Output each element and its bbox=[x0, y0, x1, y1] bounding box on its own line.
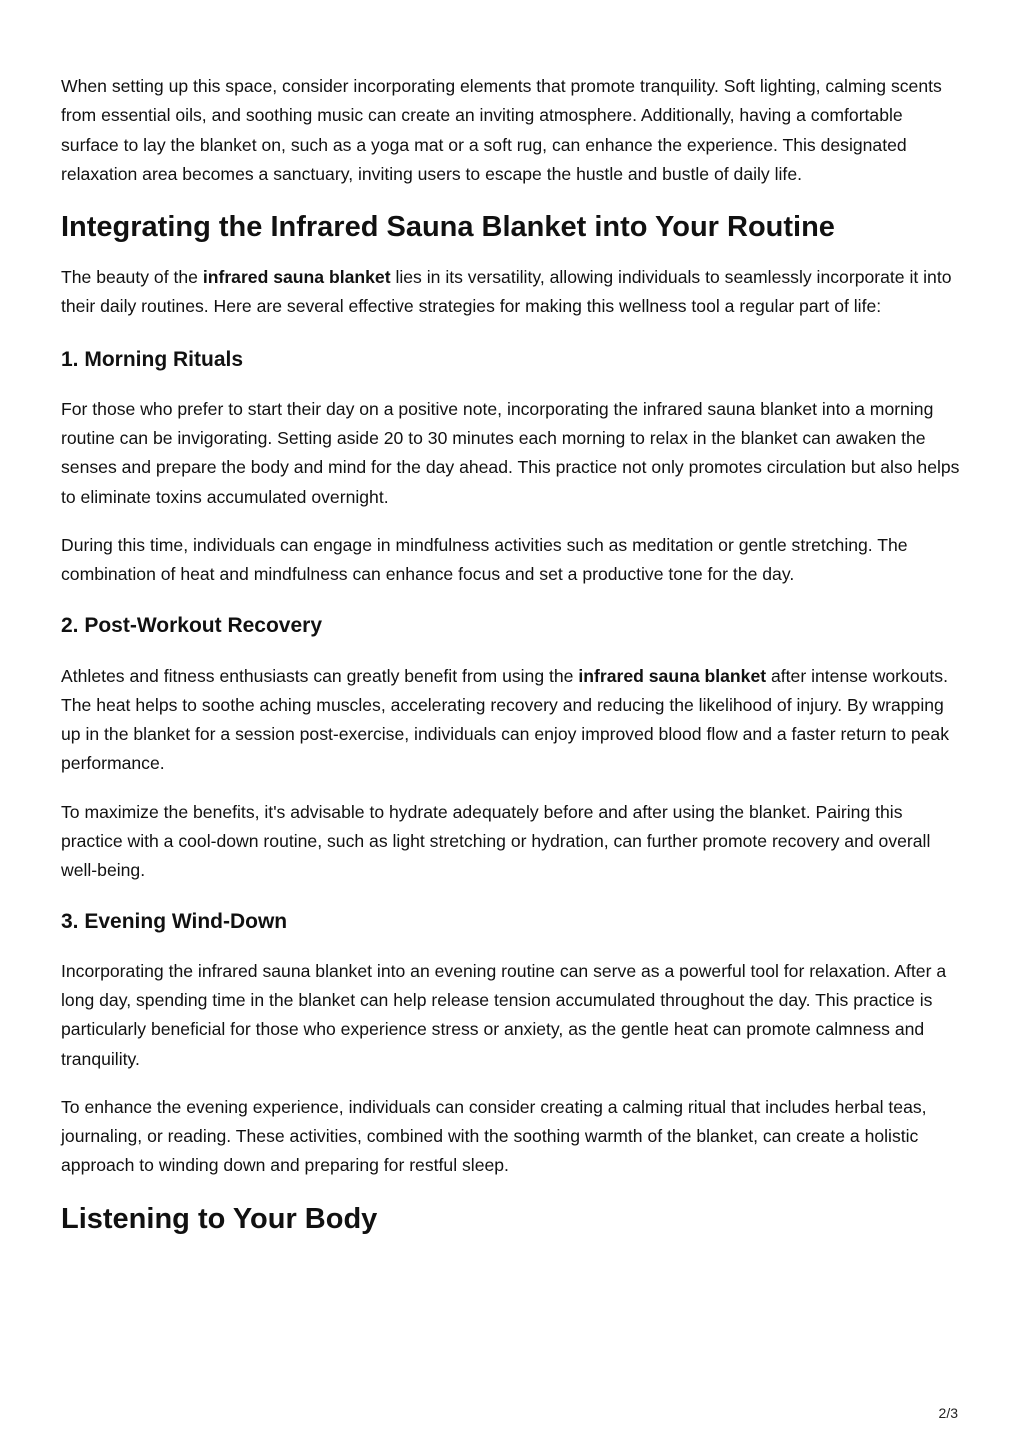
section-heading-listening: Listening to Your Body bbox=[61, 1202, 378, 1235]
evening-paragraph-1: Incorporating the infrared sauna blanket into an evening routine can serve as a powerful tool for relaxation. After a long day, spending time in the blanket can help release tension accumulated throughout the day. This practice is particularly beneficial for those who experience stress or anxiety, as the gentle heat can promote calmness and tranquility. bbox=[61, 960, 947, 1069]
subheading-evening-wind-down: 3. Evening Wind-Down bbox=[61, 909, 288, 933]
section-heading-integrating: Integrating the Infrared Sauna Blanket into Your Routine bbox=[61, 211, 835, 244]
post-workout-bold-keyword: infrared sauna blanket bbox=[578, 665, 767, 686]
integrating-bold-keyword: infrared sauna blanket bbox=[202, 267, 391, 288]
post-workout-paragraph-2: To maximize the benefits, it's advisable to hydrate adequately before and after using the blanket. Pairing this practice with a cool-down routine, such as light stretching or hydration, can further promote recovery and overall well-being. bbox=[61, 801, 931, 881]
page-number: 2/3 bbox=[938, 1405, 958, 1421]
document-page bbox=[61, 72, 961, 1237]
post-workout-paragraph-1 bbox=[61, 662, 961, 779]
post-workout-text-end: after intense workouts. The heat helps to soothe aching muscles, accelerating recovery and reducing the likelihood of injury. By wrapping up in the blanket for a session post-exercise, individuals can enjoy improved blood flow and a faster return to peak performance. bbox=[61, 665, 950, 774]
evening-paragraph-2: To enhance the evening experience, individuals can consider creating a calming ritual that includes herbal teas, journaling, or reading. These activities, combined with the soothing warmth of the blanket, can create a holistic approach to winding down and preparing for restful sleep. bbox=[61, 1096, 927, 1176]
integrating-text-end: lies in its versatility, allowing individuals to seamlessly incorporate it into their daily routines. Here are several effective strategies for making this wellness tool a regular part of life: bbox=[61, 267, 952, 317]
morning-paragraph-1: For those who prefer to start their day on a positive note, incorporating the infrared sauna blanket into a morning routine can be invigorating. Setting aside 20 to 30 minutes each morning to relax in the blanket can awaken the senses and prepare the body and mind for the day ahead. This practice not only promotes circulation but also helps to eliminate toxins accumulated overnight. bbox=[61, 398, 960, 507]
intro-paragraph: When setting up this space, consider incorporating elements that promote tranquility. Soft lighting, calming scents from essential oils, and soothing music can create an inviting atmosphere. Additionally, having a comfortable surface to lay the blanket on, such as a yoga mat or a soft rug, can enhance the experience. This designated relaxation area becomes a sanctuary, inviting users to escape the hustle and bustle of daily life. bbox=[61, 76, 942, 184]
post-workout-text-start: Athletes and fitness enthusiasts can greatly benefit from using the bbox=[61, 665, 579, 686]
subheading-post-workout: 2. Post-Workout Recovery bbox=[61, 613, 323, 637]
integrating-text-start: The beauty of the bbox=[61, 267, 203, 288]
integrating-paragraph bbox=[61, 263, 961, 322]
subheading-morning-rituals: 1. Morning Rituals bbox=[61, 347, 244, 371]
morning-paragraph-2: During this time, individuals can engage in mindfulness activities such as meditation or gentle stretching. The combination of heat and mindfulness can enhance focus and set a productive tone for the day. bbox=[61, 534, 908, 585]
